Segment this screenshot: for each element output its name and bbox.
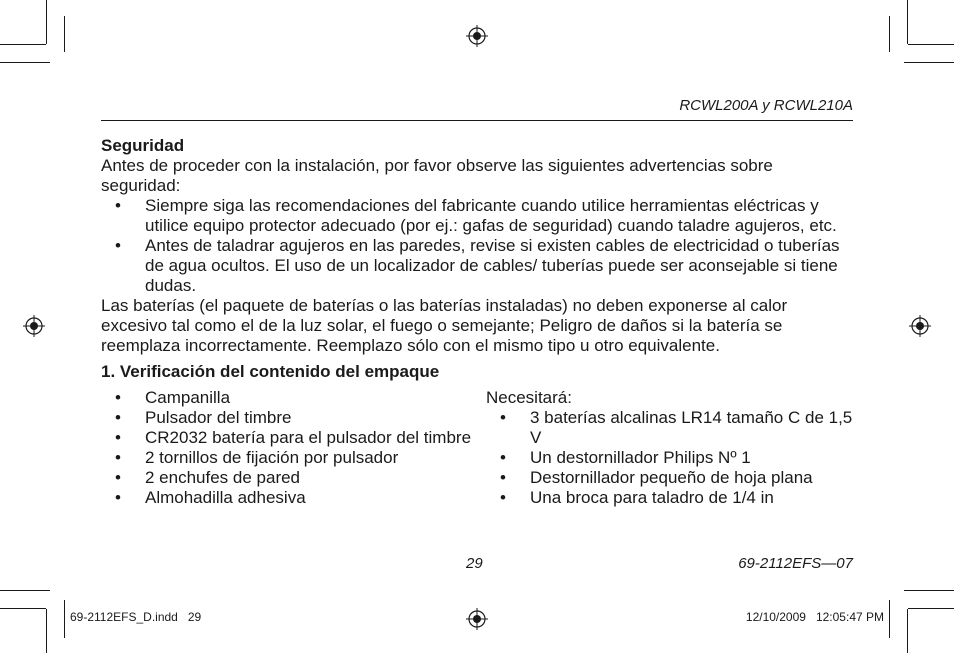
crop-mark xyxy=(907,0,908,44)
list-item: • Pulsador del timbre xyxy=(101,408,476,428)
page-number: 29 xyxy=(466,555,483,572)
needs-list xyxy=(486,408,853,508)
crop-mark xyxy=(46,0,47,44)
list-item: • 2 enchufes de pared xyxy=(101,468,476,488)
slug-filename: 69-2112EFS_D.indd 29 xyxy=(70,610,202,624)
section-title: 1. Verificación del contenido del empaque xyxy=(101,362,440,381)
list-item: • Antes de taladrar agujeros en las paredes, revise si existen cables de electricidad o tuberías de agua ocultos. El uso de un localizador de cables/ tuberías puede ser aconsejable si tiene dudas. xyxy=(101,236,853,296)
crop-mark xyxy=(907,609,908,653)
list-item: • Almohadilla adhesiva xyxy=(101,488,476,508)
crop-mark xyxy=(904,590,954,591)
crop-mark xyxy=(0,44,46,45)
contents-list xyxy=(101,388,476,508)
crop-mark xyxy=(0,608,46,609)
list-item: • CR2032 batería para el pulsador del timbre xyxy=(101,428,476,448)
registration-mark-icon xyxy=(909,315,931,337)
needs-label: Necesitará: xyxy=(486,388,572,407)
header-rule xyxy=(101,120,853,121)
list-item: • 3 baterías alcalinas LR14 tamaño C de 1,5 V xyxy=(486,408,853,448)
list-item: • Un destornillador Philips Nº 1 xyxy=(486,448,853,468)
crop-mark xyxy=(908,608,954,609)
crop-mark xyxy=(64,600,65,638)
safety-intro: Antes de proceder con la instalación, por favor observe las siguientes advertencias sobre seguridad: xyxy=(101,156,773,195)
registration-mark-icon xyxy=(23,315,45,337)
list-item: • Campanilla xyxy=(101,388,476,408)
document-code: 69-2112EFS—07 xyxy=(738,555,853,572)
crop-mark xyxy=(908,44,954,45)
list-item: • Destornillador pequeño de hoja plana xyxy=(486,468,853,488)
page-content xyxy=(101,136,853,518)
slug-timestamp: 12/10/2009 12:05:47 PM xyxy=(745,610,884,624)
crop-mark xyxy=(889,16,890,52)
running-header: RCWL200A y RCWL210A xyxy=(679,97,853,114)
registration-mark-icon xyxy=(466,25,488,47)
crop-mark xyxy=(904,62,954,63)
list-item: • Siempre siga las recomendaciones del fabricante cuando utilice herramientas eléctricas y utilice equipo protector adecuado (por ej.: gafas de seguridad) cuando taladre agujeros, etc. xyxy=(101,196,853,236)
list-item: • Una broca para taladro de 1/4 in xyxy=(486,488,853,508)
contents-columns xyxy=(101,388,853,518)
list-item: • 2 tornillos de fijación por pulsador xyxy=(101,448,476,468)
registration-mark-icon xyxy=(466,608,488,630)
safety-heading: Seguridad xyxy=(101,136,185,155)
safety-list xyxy=(101,196,853,296)
package-contents xyxy=(101,388,476,508)
crop-mark xyxy=(0,590,50,591)
crop-mark xyxy=(889,600,890,638)
crop-mark xyxy=(46,609,47,653)
crop-mark xyxy=(64,16,65,52)
crop-mark xyxy=(0,62,50,63)
battery-warning: Las baterías (el paquete de baterías o las baterías instaladas) no deben exponerse al calor excesivo tal como el de la luz solar, el fuego o semejante; Peligro de daños si la batería se reemplaza incorrectamente. Reemplazo sólo con el mismo tipo u otro equivalente. xyxy=(101,296,788,355)
tools-needed xyxy=(486,388,853,508)
